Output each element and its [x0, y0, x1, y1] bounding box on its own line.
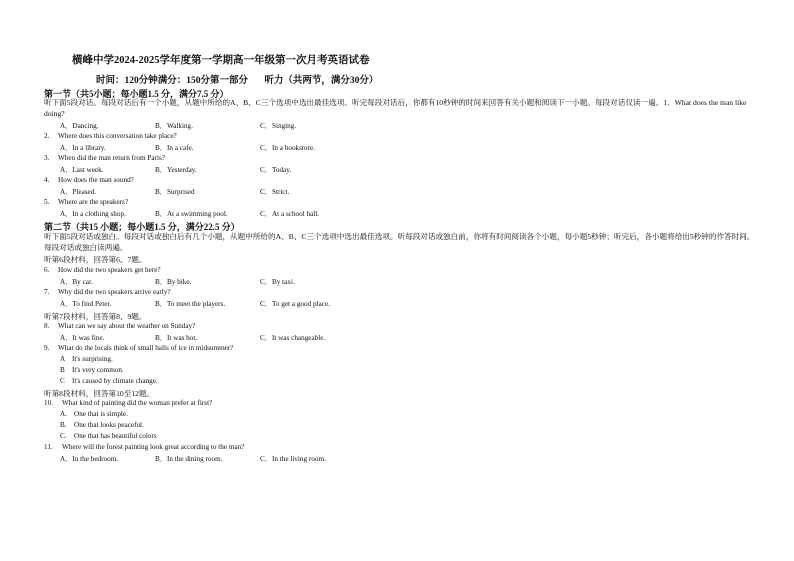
option-text: One that looks peaceful. — [74, 421, 144, 429]
exam-time-score: 时间：120分钟满分：150分第一部分 — [96, 76, 249, 86]
q11-option-b[interactable]: B．In the dining room. — [155, 455, 223, 463]
exam-title: 横峰中学2024-2025学年度第一学期高一年级第一次月考英语试卷 — [72, 55, 370, 66]
q8-options — [60, 333, 760, 343]
q8-option-a[interactable]: A．It was fine. — [60, 334, 105, 342]
question-2 — [44, 132, 177, 140]
part2-heading: 第二节（共15 小题；每小题1.5 分，满分22.5 分） — [44, 222, 240, 232]
question-3 — [44, 154, 165, 162]
q4-option-b[interactable]: B．Surprised — [155, 188, 195, 196]
question-4 — [44, 176, 134, 184]
question-number: 6. — [44, 266, 50, 274]
exam-meta — [96, 72, 392, 86]
option-text: It's caused by climate change. — [72, 377, 158, 385]
question-10 — [44, 399, 212, 407]
q2-option-b[interactable]: B．In a cafe. — [155, 144, 194, 152]
q10-option-a[interactable] — [60, 410, 128, 418]
option-letter: A. — [60, 410, 67, 418]
q8-option-b[interactable]: B．It was hot. — [155, 334, 198, 342]
part2-instruction: 听下面5段对话或独白。每段对话或独白后有几个小题，从题中所给的A、B、C三个选项中选出最佳选项。听每段对话或独白前，你将有时间阅读各个小题，每小题5秒钟；听完后，各小题将给出5秒钟的作答时间。每段对话或独白读两遍。 — [44, 232, 755, 252]
question-number: 3. — [44, 154, 50, 162]
question-number: 7. — [44, 288, 50, 296]
q6-option-a[interactable]: A．By car. — [60, 278, 93, 286]
listening-heading: 听力（共两节，满分30分） — [264, 76, 379, 86]
q10-option-c[interactable] — [60, 432, 157, 440]
q4-options — [60, 187, 760, 197]
q1-option-a[interactable]: A．Dancing. — [60, 122, 99, 130]
question-number: 5. — [44, 198, 50, 206]
part1-heading: 第一节（共5小题；每小题1.5 分，满分7.5 分） — [44, 89, 229, 99]
question-8 — [44, 322, 195, 330]
q4-option-c[interactable]: C．Strict. — [260, 188, 290, 196]
q6-option-c[interactable]: C．By taxi. — [260, 278, 295, 286]
q1-option-b[interactable]: B．Walking. — [155, 122, 193, 130]
q7-option-a[interactable]: A．To find Peter. — [60, 300, 112, 308]
option-letter: C. — [60, 432, 67, 440]
q4-option-a[interactable]: A．Pleased. — [60, 188, 97, 196]
option-text: One that has beautiful colors — [74, 432, 157, 440]
material-6-label: 听第6段材料，回答第6、7题。 — [44, 255, 147, 264]
q1-options — [60, 121, 760, 131]
question-text: When did the man return from Paris? — [58, 154, 165, 162]
q11-options — [60, 454, 760, 464]
q6-option-b[interactable]: B．By bike. — [155, 278, 192, 286]
q10-option-b[interactable] — [60, 421, 144, 429]
q6-options — [60, 277, 760, 287]
question-11 — [44, 443, 244, 451]
q7-option-c[interactable]: C．To get a good place. — [260, 300, 330, 308]
question-text: What kind of painting did the woman prefer at first? — [62, 399, 213, 407]
part1-instruction: 听下面5段对话。每段对话后有一个小题，从题中所给的A、B、C三个选项中选出最佳选项。听完每段对话后，你都有10秒钟的时间来回答有关小题和阅读下一小题。每段对话仅读一遍。1．What does the man like doing? — [44, 98, 747, 118]
q1-option-c[interactable]: C．Singing. — [260, 122, 297, 130]
q11-option-a[interactable]: A．In the bedroom. — [60, 455, 119, 463]
question-9 — [44, 344, 233, 352]
option-letter: B. — [60, 421, 67, 429]
question-number: 9. — [44, 344, 50, 352]
option-letter: C — [60, 377, 65, 385]
question-text: Where are the speakers? — [58, 198, 129, 206]
q3-option-a[interactable]: A．Last week. — [60, 166, 104, 174]
q3-options — [60, 165, 760, 175]
q3-option-c[interactable]: C．Today. — [260, 166, 292, 174]
q2-option-c[interactable]: C．In a bookstore. — [260, 144, 315, 152]
question-text: What do the locals think of small balls of ice in midsummer? — [58, 344, 234, 352]
q11-option-c[interactable]: C．In the living room. — [260, 455, 326, 463]
option-text: It's very common. — [72, 366, 124, 374]
q8-option-c[interactable]: C．It was changeable. — [260, 334, 326, 342]
question-text: Where does this conversation take place? — [58, 132, 177, 140]
question-number: 10. — [44, 399, 53, 407]
q5-option-c[interactable]: C．At a school hall. — [260, 210, 320, 218]
question-text: How does the man sound? — [58, 176, 134, 184]
option-text: One that is simple. — [74, 410, 128, 418]
option-text: It's surprising. — [72, 355, 113, 363]
q2-option-a[interactable]: A．In a library. — [60, 144, 106, 152]
question-number: 4. — [44, 176, 50, 184]
material-8-label: 听第8段材料，回答第10至12题。 — [44, 389, 155, 398]
question-number: 2. — [44, 132, 50, 140]
q7-options — [60, 299, 760, 309]
q5-option-b[interactable]: B．At a swimming pool. — [155, 210, 228, 218]
q9-option-c[interactable] — [60, 377, 158, 385]
option-letter: A — [60, 355, 66, 363]
option-letter: B — [60, 366, 65, 374]
question-7 — [44, 288, 171, 296]
q5-option-a[interactable]: A．In a clothing shop. — [60, 210, 126, 218]
material-7-label: 听第7段材料，回答第8、9题。 — [44, 312, 147, 321]
question-text: Why did the two speakers arrive early? — [58, 288, 171, 296]
question-6 — [44, 266, 161, 274]
question-number: 8. — [44, 322, 50, 330]
question-5 — [44, 198, 128, 206]
question-text: Where will the forest painting look great according to the man? — [62, 443, 245, 451]
question-text: What can we say about the weather on Sunday? — [58, 322, 196, 330]
question-text: How did the two speakers get here? — [58, 266, 161, 274]
question-number: 11. — [44, 443, 53, 451]
q2-options — [60, 143, 760, 153]
q9-option-b[interactable] — [60, 366, 124, 374]
q7-option-b[interactable]: B．To meet the players. — [155, 300, 226, 308]
q5-options — [60, 209, 760, 219]
q3-option-b[interactable]: B．Yesterday. — [155, 166, 197, 174]
q9-option-a[interactable] — [60, 355, 113, 363]
